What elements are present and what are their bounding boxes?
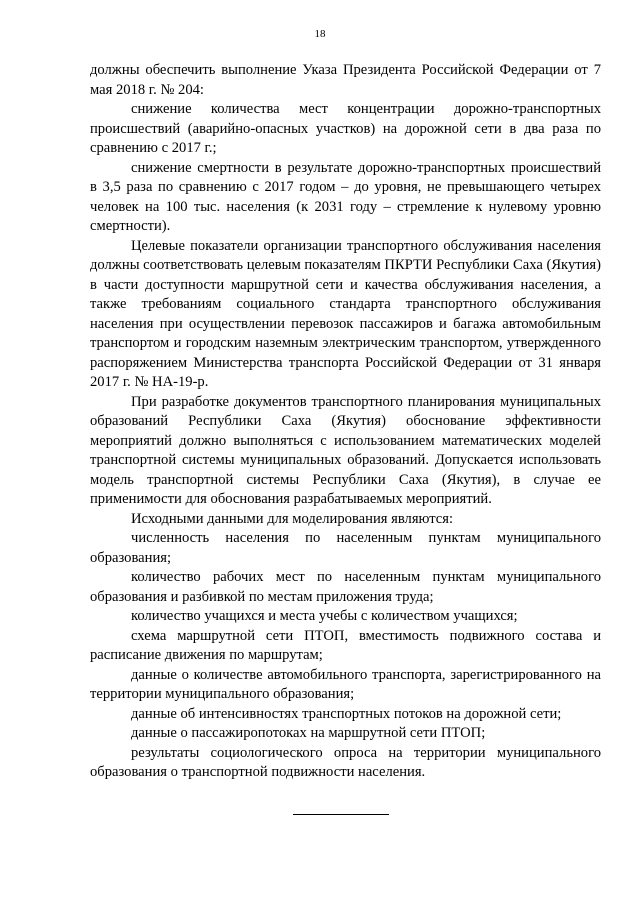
paragraph-7: численность населения по населенным пунктам муниципального образования; (90, 530, 601, 566)
paragraph-1: должны обеспечить выполнение Указа Президента Российской Федерации от 7 мая 2018 г. № 204: (90, 62, 601, 98)
paragraph-14: результаты социологического опроса на территории муниципального образования о транспортной подвижности населения. (90, 744, 601, 780)
paragraph-4: Целевые показатели организации транспортного обслуживания населения должны соответствовать целевым показателям ПКРТИ Республики Саха (Якутия) в части доступности маршрутной сети и качества обслуживания населения, а также требованиям социального стандарта транспортного обслуживания населения при осуществлении перевозок пассажиров и багажа автомобильным транспортом и городским наземным электрическим транспортом, утвержденного распоряжением Министерства транспорта Российской Федерации от 31 января 2017 г. № НА-19-р. (90, 237, 601, 390)
paragraph-3: снижение смертности в результате дорожно-транспортных происшествий в 3,5 раза по сравнению с 2017 годом – до уровня, не превышающего четырех человек на 100 тыс. населения (к 2031 году – стремление к нулевому уровню смертности). (90, 159, 601, 234)
document-body (90, 61, 601, 783)
end-of-text-rule (293, 814, 389, 815)
paragraph-9: количество учащихся и места учебы с количеством учащихся; (131, 608, 518, 624)
page-number: 18 (314, 28, 326, 40)
paragraph-2: снижение количества мест концентрации дорожно-транспортных происшествий (аварийно-опасных участков) на дорожной сети в два раза по сравнению с 2017 г.; (90, 101, 601, 156)
paragraph-12: данные об интенсивностях транспортных потоков на дорожной сети; (131, 705, 562, 722)
paragraph-5: При разработке документов транспортного планирования муниципальных образований Республики Саха (Якутия) обоснование эффективности мероприятий должно выполняться с использованием математических моделей транспортной системы муниципальных образований. Допускается использовать модель транспортной системы Республики Саха (Якутия), в случае ее применимости для обоснования разрабатываемых мероприятий. (90, 393, 601, 507)
paragraph-6: Исходными данными для моделирования являются: (131, 510, 454, 527)
paragraph-8: количество рабочих мест по населенным пунктам муниципального образования и разбивкой по местам приложения труда; (90, 569, 601, 605)
paragraph-10: схема маршрутной сети ПТОП, вместимость подвижного состава и расписание движения по маршрутам; (90, 627, 601, 663)
paragraph-11: данные о количестве автомобильного транспорта, зарегистрированного на территории муниципального образования; (90, 666, 601, 702)
paragraph-13: данные о пассажиропотоках на маршрутной сети ПТОП; (131, 725, 486, 741)
